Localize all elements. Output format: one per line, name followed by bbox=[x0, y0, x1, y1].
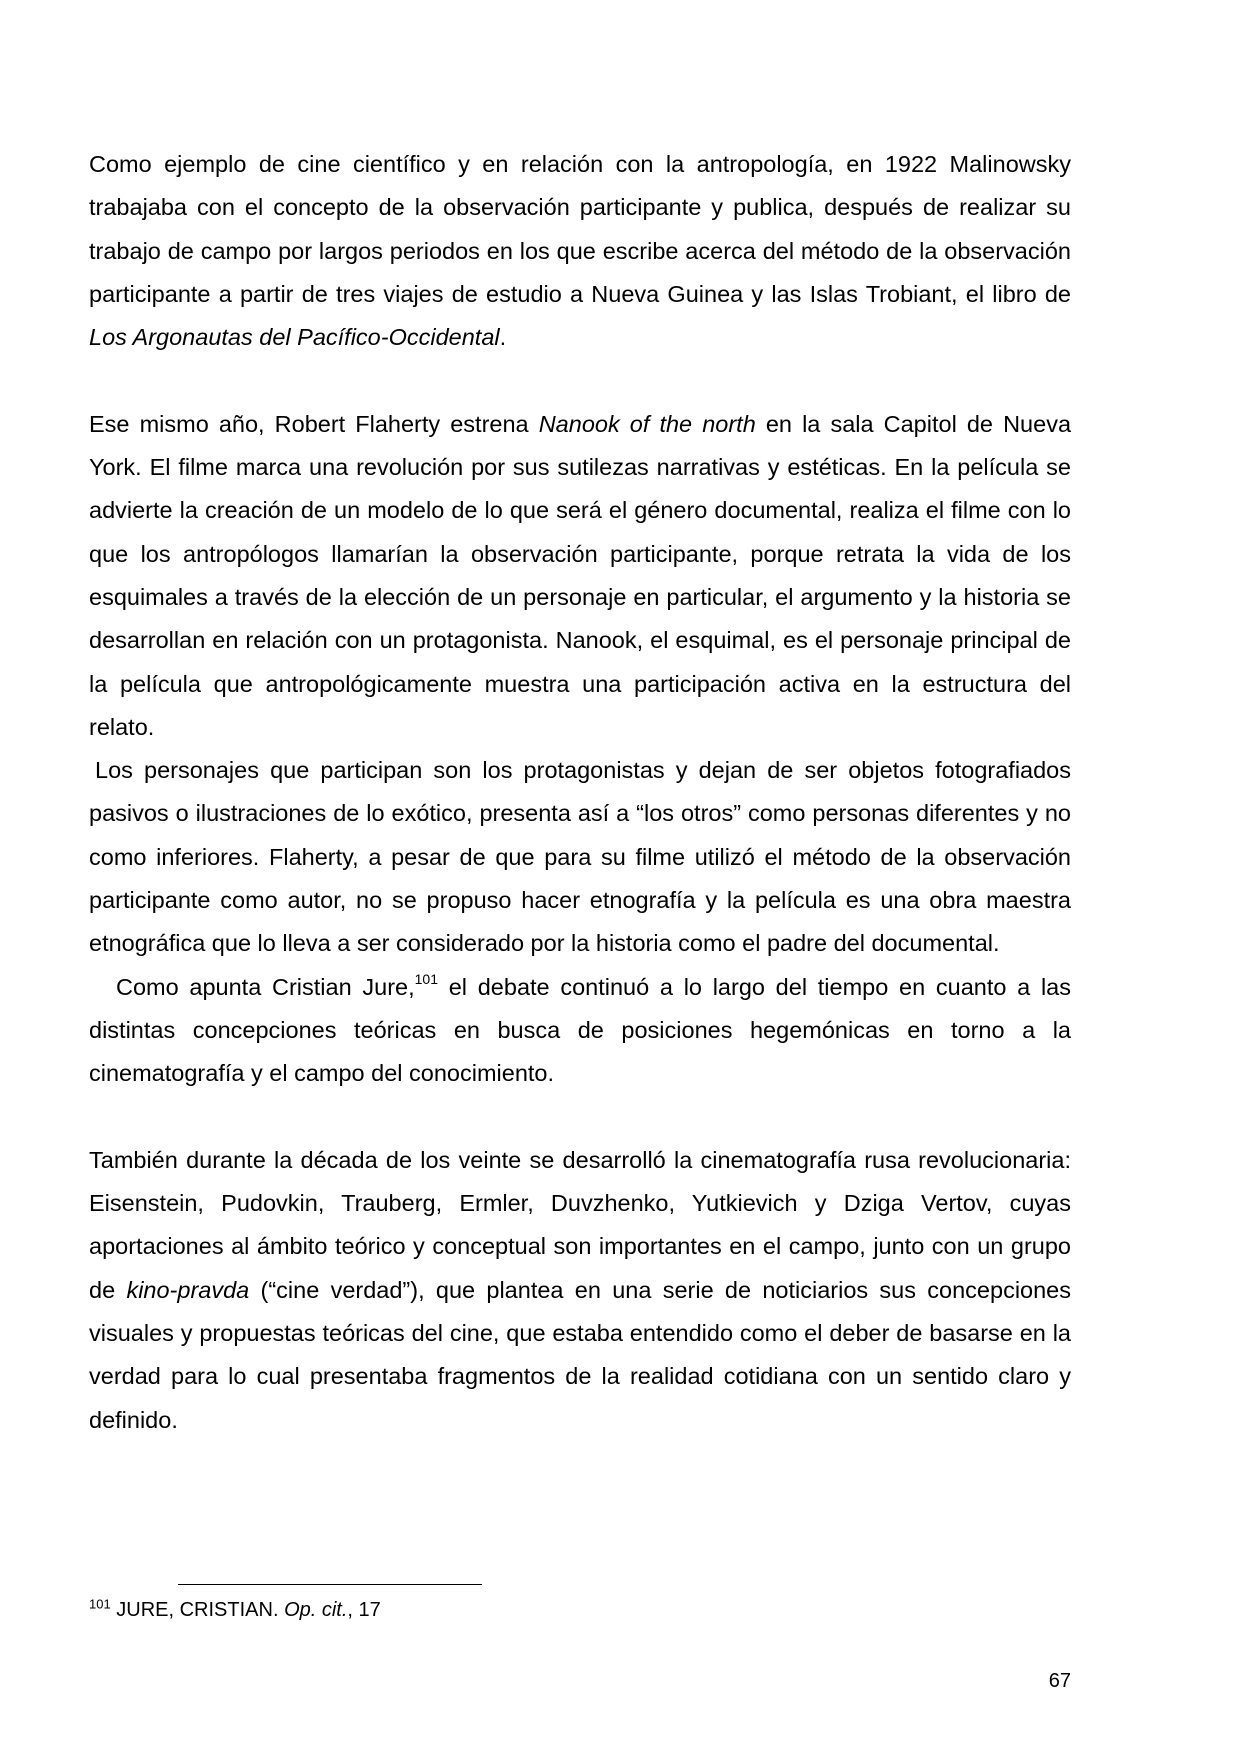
paragraph-cine-ruso: También durante la década de los veinte se desarrolló la cinematografía rusa revolucionaria: Eisenstein, Pudovkin, Trauberg, Ermler, Duvzhenko, Yutkievich y Dziga Vertov, cuyas aportaciones al ámbito teórico y conceptual son importantes en el campo, junto con un grupo de kino-pravda (“cine verdad”), que plantea en una serie de noticiarios sus concepciones visuales y propuestas teóricas del cine, que estaba entendido como el deber de basarse en la verdad para lo cual presentaba fragmentos de la realidad cotidiana con un sentido claro y definido. bbox=[89, 1146, 1072, 1433]
kino-pravda-term: kino-pravda bbox=[126, 1276, 250, 1303]
footnote: $^{101}$ JURE, CRISTIAN. Op. cit., 17 bbox=[89, 1596, 381, 1621]
footnote-reference[interactable]: 101 bbox=[414, 970, 438, 987]
footnote-number: 101 bbox=[89, 1596, 111, 1612]
book-title: Los Argonautas del Pacífico-Occidental bbox=[89, 324, 500, 351]
film-title: Nanook of the north bbox=[538, 410, 756, 437]
paragraph-flaherty: Ese mismo año, Robert Flaherty estrena Nanook of the north en la sala Capitol de Nueva York. El filme marca una revolución por sus sutilezas narrativas y estéticas. En la película se advierte la creación de un modelo de lo que será el género documental, realiza el filme con lo que los antropólogos llamarían la observación participante, porque retrata la vida de los esquimales a través de la elección de un personaje en particular, el argumento y la historia se desarrollan en relación con un protagonista. Nanook, el esquimal, es el personaje principal de la película que antropológicamente muestra una participación activa en la estructura del relato. bbox=[89, 410, 1072, 740]
paragraph-personajes: Los personajes que participan son los protagonistas y dejan de ser objetos fotografiados pasivos o ilustraciones de lo exótico, presenta así a “los otros” como personas diferentes y no como inferiores. Flaherty, a pesar de que para su filme utilizó el método de la observación participante como autor, no se propuso hacer etnografía y la película es una obra maestra etnográfica que lo lleva a ser considerado por la historia como el padre del documental. bbox=[89, 757, 1071, 957]
paragraph-jure: Como apunta Cristian Jure,$^{101}$ el debate continuó a lo largo del tiempo en cuanto a las distintas concepciones teóricas en busca de posiciones hegemónicas en torno a la cinematografía y el campo del conocimiento. bbox=[89, 970, 1071, 1087]
footnote-separator bbox=[178, 1584, 482, 1585]
body-text bbox=[89, 143, 1071, 1442]
paragraph-malinowsky: Como ejemplo de cine científico y en relación con la antropología, en 1922 Malinowsky trabajaba con el concepto de la observación participante y publica, después de realizar su trabajo de campo por largos periodos en los que escribe acerca del método de la observación participante a partir de tres viajes de estudio a Nueva Guinea y las Islas Trobiant, el libro de Los Argonautas del Pacífico-Occidental. bbox=[89, 151, 1071, 351]
page-number: 67 bbox=[1048, 1670, 1071, 1692]
